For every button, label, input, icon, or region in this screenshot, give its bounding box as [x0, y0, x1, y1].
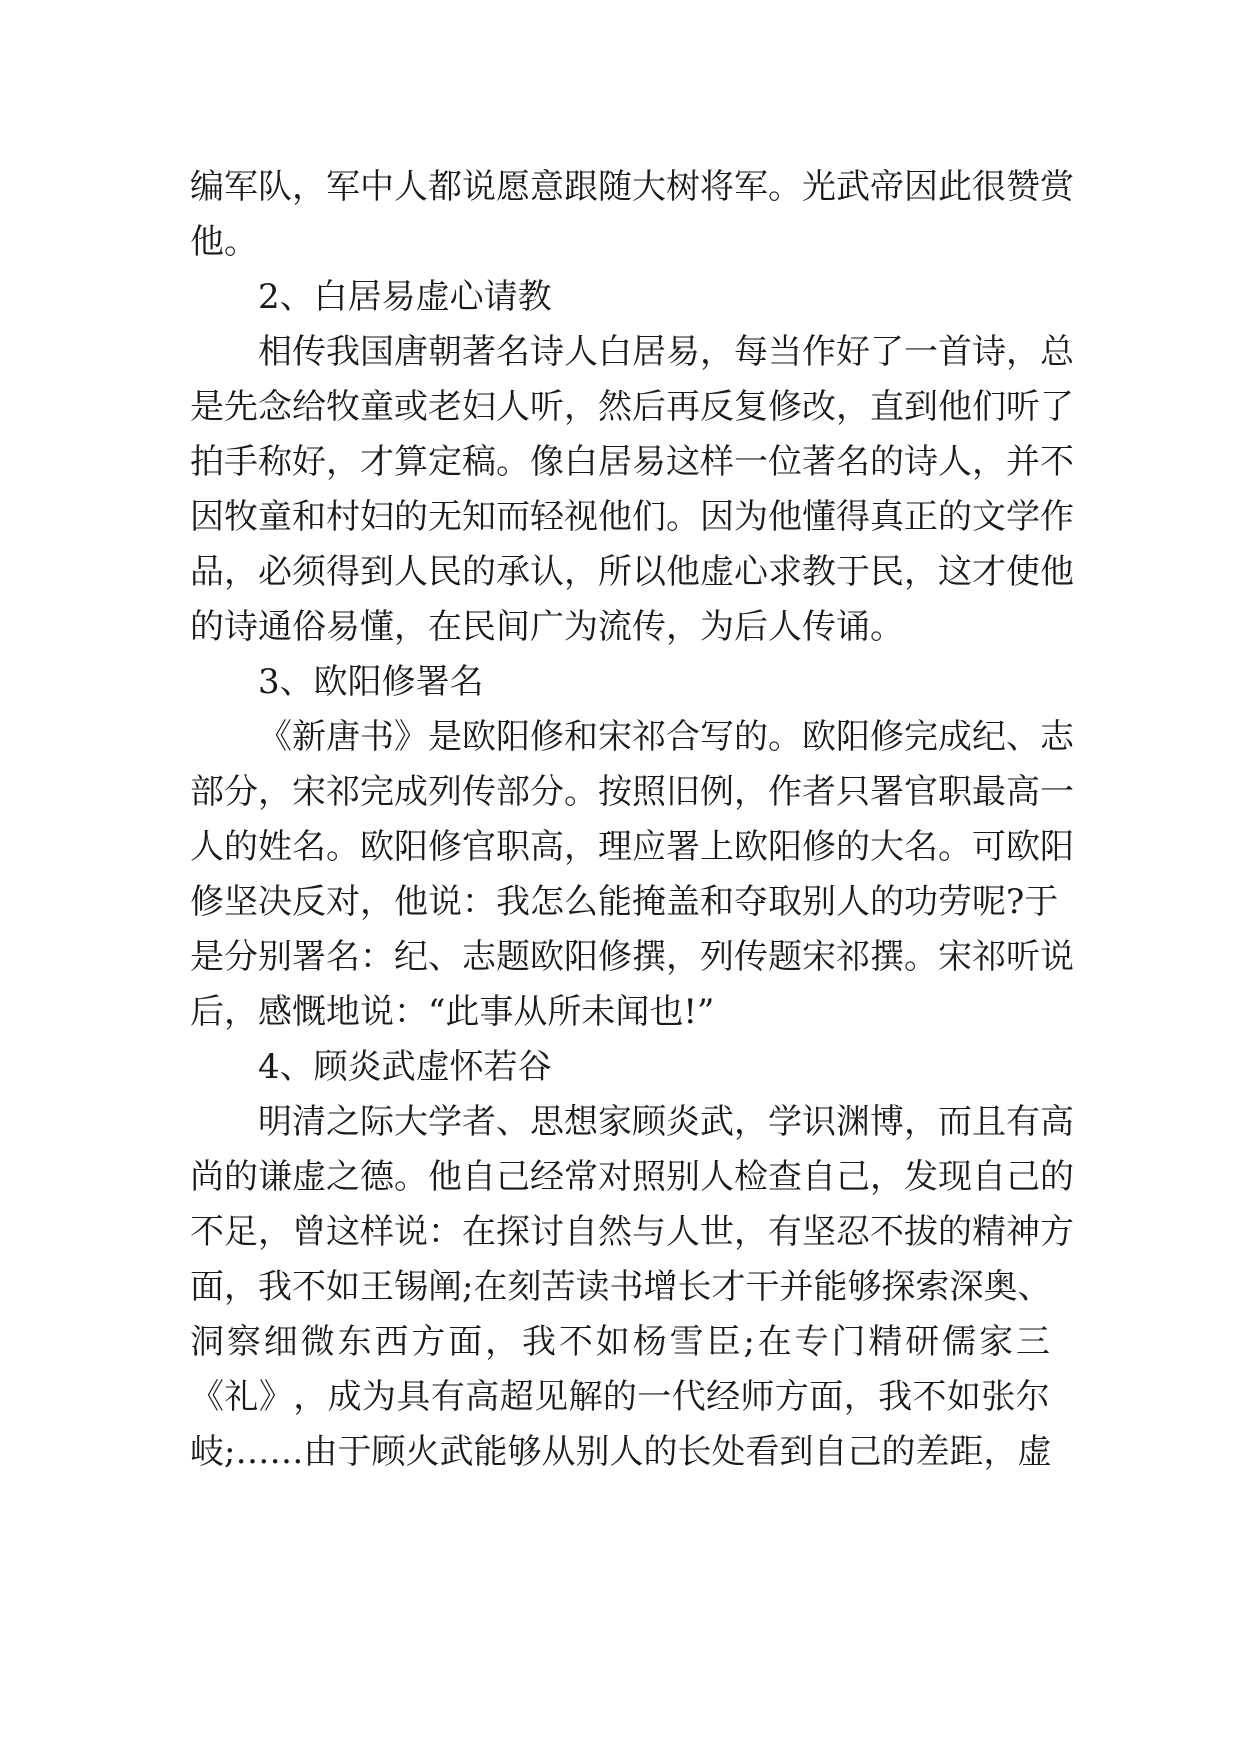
text-line: 是 先 念 给 牧 童 或 老 妇 人 听 ， 然 后 再 反 复 修 改 ， 直 到 他 们 听 了 — [190, 387, 1074, 427]
text-line: 相 传 我 国 唐 朝 著 名 诗 人 白 居 易 ， 每 当 作 好 了 一 首 诗 ， 总 — [258, 332, 1074, 372]
text-line: 《 新 唐 书 》 是 欧 阳 修 和 宋 祁 合 写 的 。 欧 阳 修 完 成 纪 、 志 — [258, 717, 1074, 757]
text-line: 拍 手 称 好 ， 才 算 定 稿 。 像 白 居 易 这 样 一 位 著 名 的 诗 人 ， 并 不 — [190, 442, 1074, 482]
section-heading: 4、顾炎武虚怀若谷 — [258, 1047, 552, 1087]
text-line: 部 分 ， 宋 祁 完 成 列 传 部 分 。 按 照 旧 例 ， 作 者 只 署 官 职 最 高 一 — [190, 772, 1074, 812]
text-line: 洞 察 细 微 东 西 方 面 ， 我 不 如 杨 雪 臣 ; 在 专 门 精 研 儒 家 三 — [190, 1322, 1050, 1362]
text-line: 岐 ; … … 由 于 顾 火 武 能 够 从 别 人 的 长 处 看 到 自 己 的 差 距 ， 虚 — [190, 1432, 1052, 1472]
text-line: 修 坚 决 反 对 ， 他 说 ： 我 怎 么 能 掩 盖 和 夺 取 别 人 的 功 劳 呢 ? 于 — [190, 882, 1059, 922]
section-heading: 2、白居易虚心请教 — [258, 277, 552, 317]
text-line: 面 ， 我 不 如 王 锡 阐 ; 在 刻 苦 读 书 增 长 才 干 并 能 够 探 索 深 奥 、 — [190, 1267, 1052, 1307]
text-line: 是 分 别 署 名 ： 纪 、 志 题 欧 阳 修 撰 ， 列 传 题 宋 祁 撰 。 宋 祁 听 说 — [190, 937, 1074, 977]
text-line: 的诗通俗易懂，在民间广为流传，为后人传诵。 — [190, 607, 904, 647]
text-line: 《 礼 》 ， 成 为 具 有 高 超 见 解 的 一 代 经 师 方 面 ， 我 不 如 张 尔 — [190, 1377, 1050, 1417]
text-line: 后，感慨地说：“此事从所未闻也!” — [190, 992, 715, 1032]
text-line: 编 军 队 ， 军 中 人 都 说 愿 意 跟 随 大 树 将 军 。 光 武 帝 因 此 很 赞 赏 — [190, 167, 1074, 207]
text-line: 人 的 姓 名 。 欧 阳 修 官 职 高 ， 理 应 署 上 欧 阳 修 的 大 名 。 可 欧 阳 — [190, 827, 1074, 867]
text-line: 品 ， 必 须 得 到 人 民 的 承 认 ， 所 以 他 虚 心 求 教 于 民 ， 这 才 使 他 — [190, 552, 1074, 592]
text-line: 明 清 之 际 大 学 者 、 思 想 家 顾 炎 武 ， 学 识 渊 博 ， 而 且 有 高 — [258, 1102, 1074, 1142]
text-line: 他。 — [190, 222, 258, 262]
text-line: 尚 的 谦 虚 之 德 。 他 自 己 经 常 对 照 别 人 检 查 自 己 ， 发 现 自 己 的 — [190, 1157, 1074, 1197]
text-line: 不 足 ， 曾 这 样 说 ： 在 探 讨 自 然 与 人 世 ， 有 坚 忍 不 拔 的 精 神 方 — [190, 1212, 1074, 1252]
section-heading: 3、欧阳修署名 — [258, 662, 484, 702]
text-line: 因 牧 童 和 村 妇 的 无 知 而 轻 视 他 们 。 因 为 他 懂 得 真 正 的 文 学 作 — [190, 497, 1074, 537]
document-body — [190, 160, 1074, 1480]
